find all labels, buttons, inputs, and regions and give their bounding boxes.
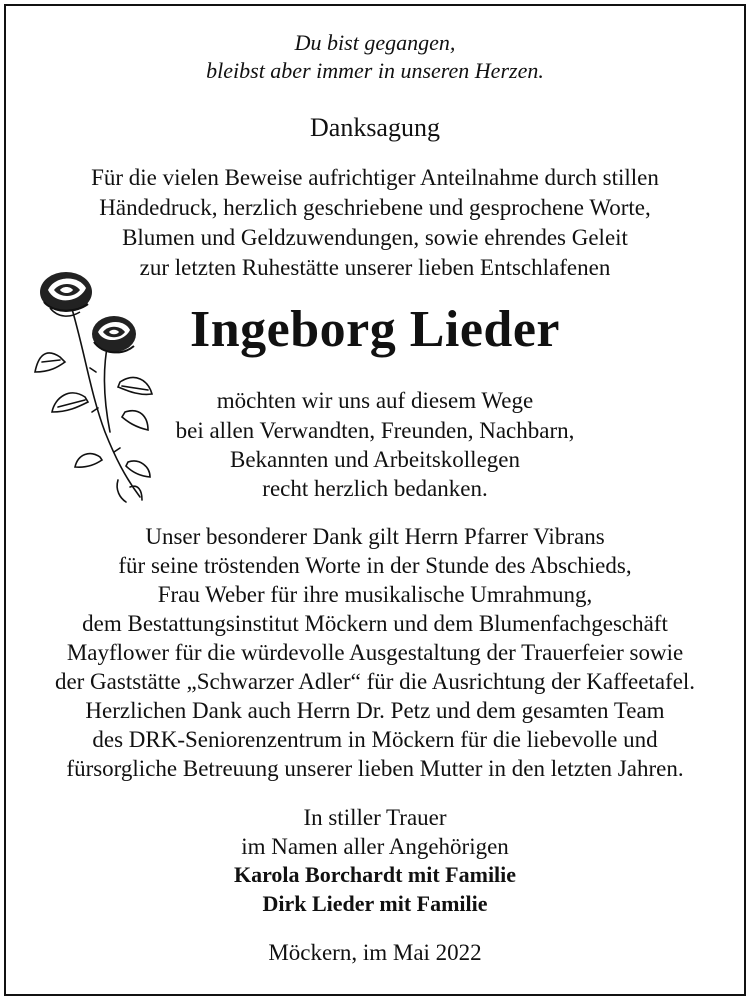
mourning-line-1: In stiller Trauer (303, 805, 447, 830)
signatory-1: Karola Borchardt mit Familie (233, 862, 517, 887)
deceased-name: Ingeborg Lieder (189, 301, 561, 358)
intro-line-3: Blumen und Geldzuwendungen, sowie ehrendes Geleit (122, 225, 628, 250)
special-thanks-line-1: Unser besonderer Dank gilt Herrn Pfarrer Vibrans (145, 524, 605, 549)
intro-line-1: Für die vielen Beweise aufrichtiger Anteilnahme durch stillen (91, 165, 659, 190)
special-thanks-line-8: des DRK-Seniorenzentrum in Möckern für die liebevolle und (92, 727, 658, 752)
intro-line-4: zur letzten Ruhestätte unserer lieben Entschlafenen (139, 255, 611, 280)
thanks-line-1: möchten wir uns auf diesem Wege (216, 388, 534, 413)
motto-line-1: Du bist gegangen, (294, 30, 456, 55)
special-thanks-line-7: Herzlichen Dank auch Herrn Dr. Petz und dem gesamten Team (85, 698, 665, 723)
special-thanks-line-3: Frau Weber für ihre musikalische Umrahmung, (157, 582, 593, 607)
special-thanks-line-9: fürsorgliche Betreuung unserer lieben Mutter in den letzten Jahren. (66, 756, 684, 781)
thanks-line-2: bei allen Verwandten, Freunden, Nachbarn, (175, 418, 575, 443)
intro-line-2: Händedruck, herzlich geschriebene und gesprochene Worte, (99, 195, 651, 220)
thanks-line-4: recht herzlich bedanken. (262, 476, 488, 501)
motto-line-2: bleibst aber immer in unseren Herzen. (206, 58, 544, 83)
special-thanks-line-4: dem Bestattungsinstitut Möckern und dem Blumenfachgeschäft (82, 611, 668, 636)
signatory-2: Dirk Lieder mit Familie (262, 891, 488, 916)
place-date: Möckern, im Mai 2022 (268, 940, 482, 965)
thanks-line-3: Bekannten und Arbeitskollegen (230, 447, 520, 472)
special-thanks-line-2: für seine tröstenden Worte in der Stunde des Abschieds, (118, 553, 632, 578)
special-thanks-line-6: der Gaststätte „Schwarzer Adler“ für die Ausrichtung der Kaffeetafel. (54, 669, 696, 694)
special-thanks-line-5: Mayflower für die würdevolle Ausgestaltung der Trauerfeier sowie (66, 640, 684, 665)
heading-danksagung: Danksagung (310, 113, 440, 142)
mourning-line-2: im Namen aller Angehörigen (241, 834, 509, 859)
